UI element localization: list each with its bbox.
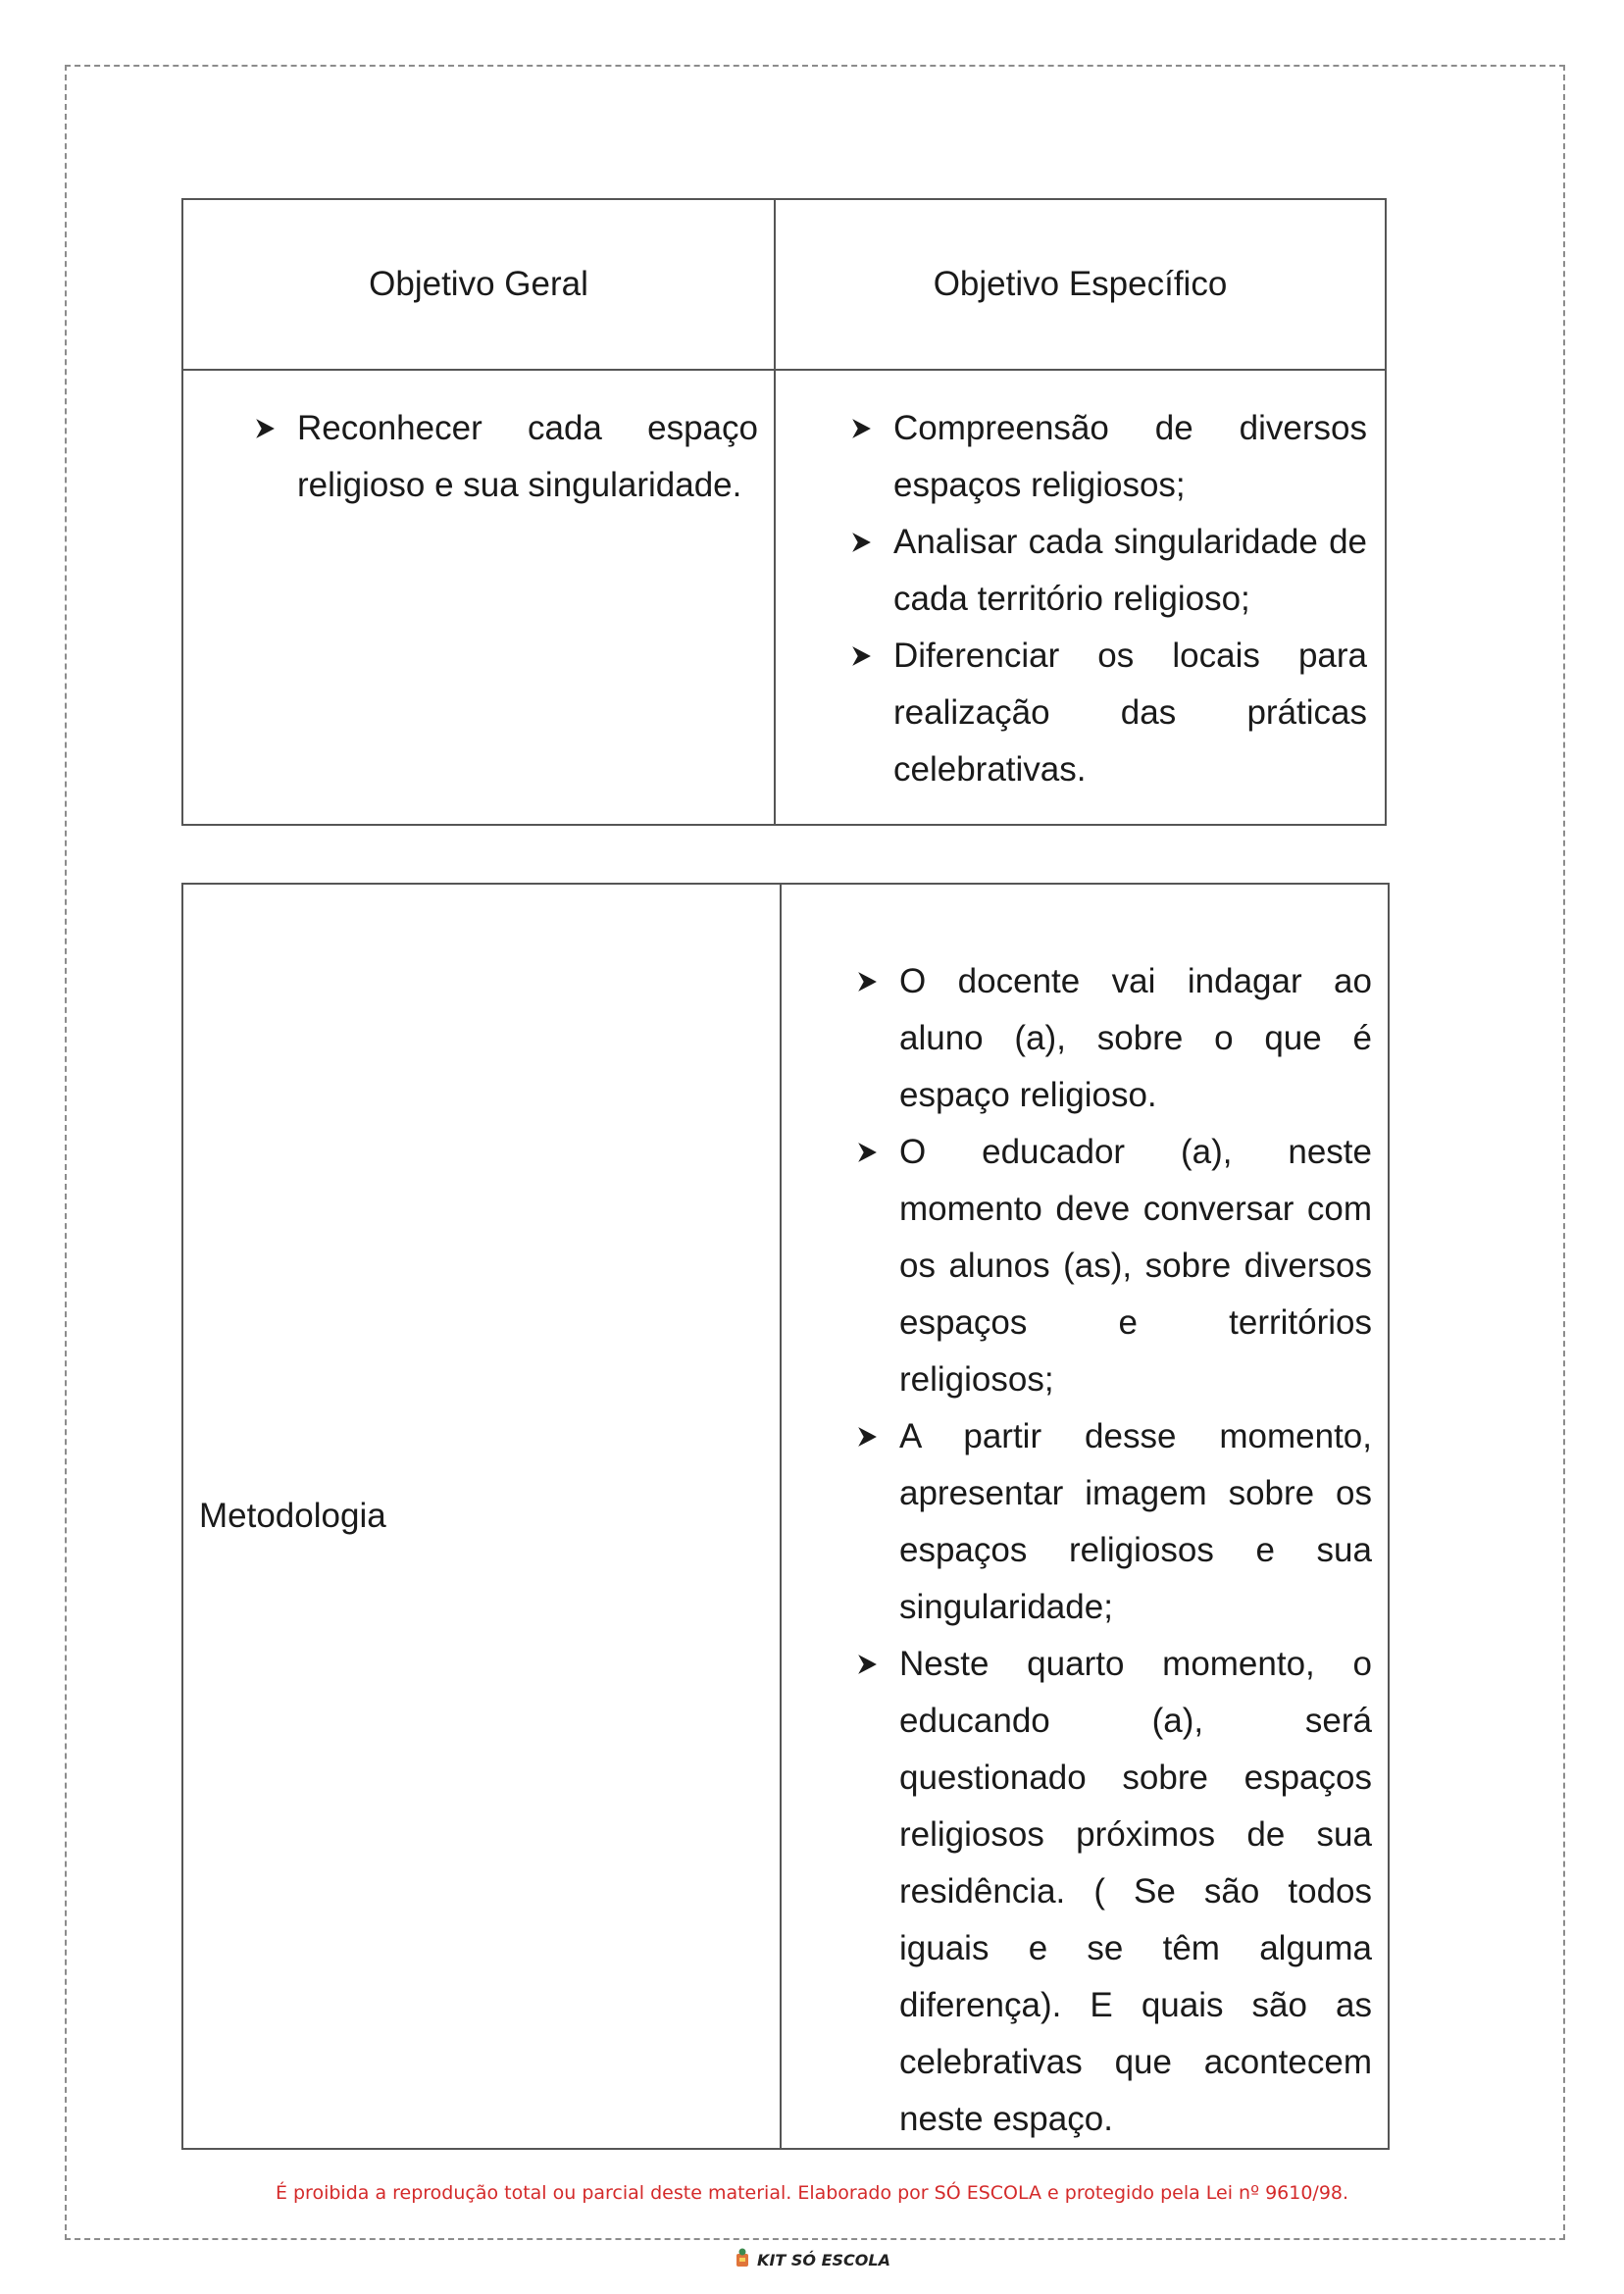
arrow-bullet-icon: [852, 1636, 882, 1693]
methodology-label: Metodologia: [182, 884, 781, 2149]
specific-objective-cell: [775, 370, 1386, 825]
specific-objective-header: Objetivo Específico: [775, 199, 1386, 370]
arrow-bullet-icon: [250, 400, 279, 457]
list-item: [297, 400, 758, 514]
objectives-table: [181, 198, 1387, 826]
copyright-notice: É proibida a reprodução total ou parcial deste material. Elaborado por SÓ ESCOLA e protegido pela Lei nº 9610/98.: [275, 2182, 1349, 2204]
arrow-bullet-icon: [852, 953, 882, 1010]
arrow-bullet-icon: [852, 1408, 882, 1465]
methodology-row: [182, 884, 1389, 2149]
methodology-step-text: O docente vai indagar ao aluno (a), sobre o que é espaço religioso.: [899, 962, 1372, 1114]
methodology-step-text: A partir desse momento, apresentar imagem sobre os espaços religiosos e sua singularidade;: [899, 1417, 1372, 1626]
arrow-bullet-icon: [846, 628, 876, 685]
methodology-list: [899, 953, 1372, 2148]
methodology-table: [181, 883, 1390, 2150]
list-item: [899, 1636, 1372, 2148]
general-objective-list: [297, 400, 758, 514]
arrow-bullet-icon: [846, 514, 876, 571]
list-item: [899, 1124, 1372, 1408]
specific-objective-text: Analisar cada singularidade de cada território religioso;: [893, 523, 1367, 618]
list-item: [899, 953, 1372, 1124]
list-item: [893, 514, 1367, 628]
arrow-bullet-icon: [846, 400, 876, 457]
methodology-step-text: Neste quarto momento, o educando (a), será questionado sobre espaços religiosos próximos de sua residência. ( Se são todos iguais e se têm alguma diferença). E quais são as celebrativas que acontecem neste espaço.: [899, 1645, 1372, 2138]
logo-icon: [734, 2248, 751, 2272]
list-item: [893, 400, 1367, 514]
arrow-bullet-icon: [852, 1124, 882, 1181]
list-item: [899, 1408, 1372, 1636]
specific-objective-text: Compreensão de diversos espaços religiosos;: [893, 409, 1367, 504]
objectives-body-row: [182, 370, 1386, 825]
specific-objective-text: Diferenciar os locais para realização das práticas celebrativas.: [893, 637, 1367, 789]
methodology-step-text: O educador (a), neste momento deve conversar com os alunos (as), sobre diversos espaços e territórios religiosos;: [899, 1133, 1372, 1399]
specific-objective-list: [893, 400, 1367, 798]
general-objective-header: Objetivo Geral: [182, 199, 775, 370]
brand-logo: [0, 2248, 1624, 2272]
objectives-header-row: [182, 199, 1386, 370]
general-objective-cell: [182, 370, 775, 825]
list-item: [893, 628, 1367, 798]
methodology-steps-cell: [781, 884, 1389, 2149]
brand-label: KIT SÓ ESCOLA: [757, 2251, 890, 2269]
general-objective-text: Reconhecer cada espaço religioso e sua singularidade.: [297, 409, 758, 504]
